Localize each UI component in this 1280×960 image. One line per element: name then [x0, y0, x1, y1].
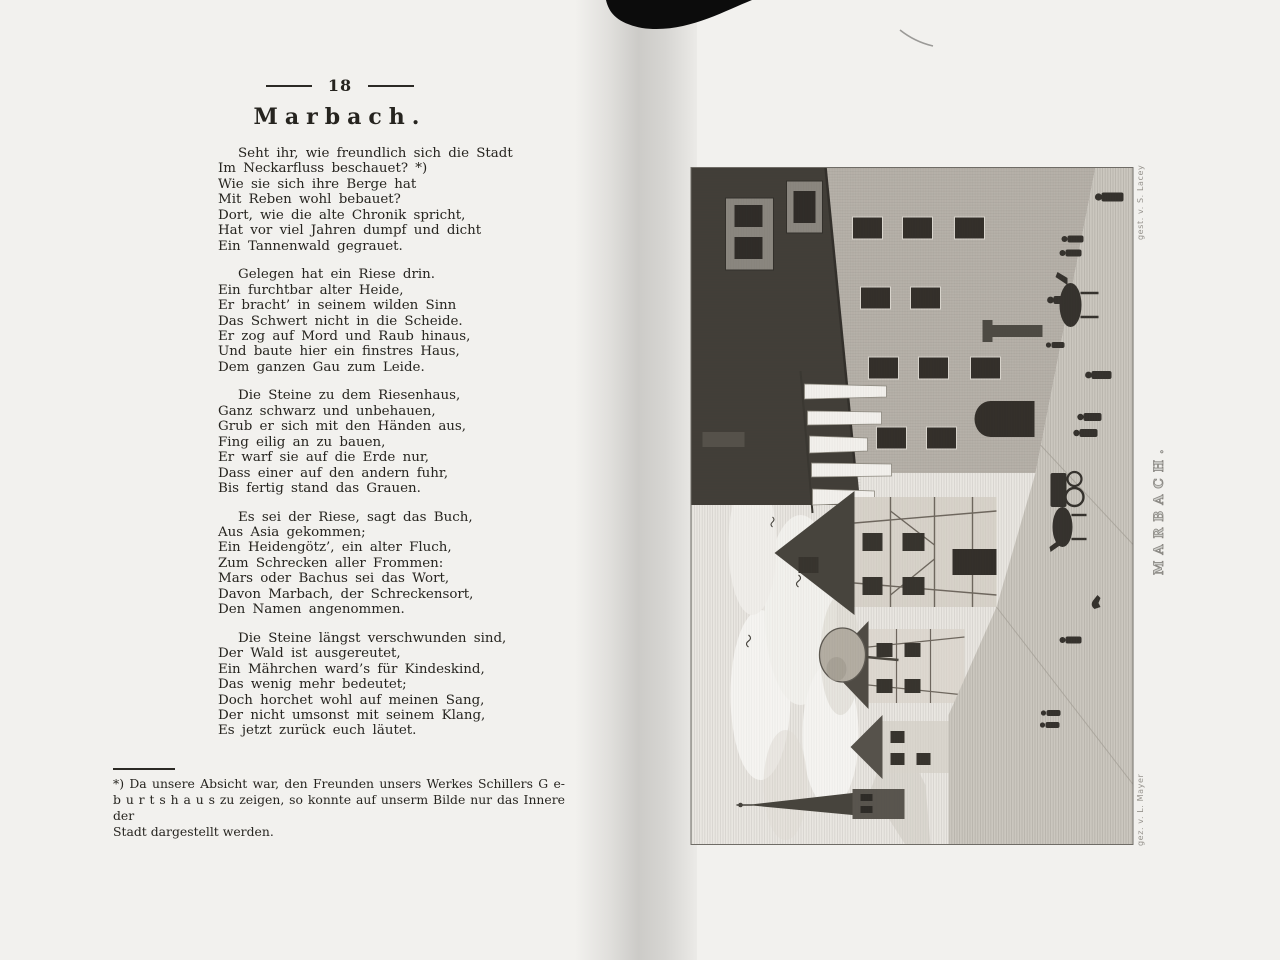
poem-line: Die Steine zu dem Riesenhaus,: [238, 388, 461, 404]
page-number: 18: [327, 76, 353, 95]
stanza: [218, 510, 513, 618]
poem-line: Fing eilig an zu bauen,: [218, 434, 386, 450]
poem-line: Den Namen angenommen.: [218, 602, 405, 618]
poem-title: Marbach.: [253, 104, 427, 130]
poem-line: Er bracht’ in seinem wilden Sinn: [218, 298, 457, 314]
poem-line: Der Wald ist ausgereutet,: [218, 646, 401, 662]
poem-line: Dass einer auf den andern fuhr,: [218, 465, 449, 481]
right-page: [620, 0, 1280, 960]
poem-line: Davon Marbach, der Schreckensort,: [218, 586, 474, 602]
stanza: [218, 388, 513, 496]
poem-line: Das wenig mehr bedeutet;: [218, 677, 407, 693]
artist-credit: gez. v. L. Mayer: [1136, 773, 1145, 846]
poem: [218, 146, 513, 752]
poem-line: Er zog auf Mord und Raub hinaus,: [218, 328, 471, 344]
poem-line: Die Steine längst verschwunden sind,: [238, 630, 507, 646]
poem-line: Ein furchtbar alter Heide,: [218, 282, 404, 298]
poem-line: Mars oder Bachus sei das Wort,: [218, 571, 450, 587]
poem-line: Das Schwert nicht in die Scheide.: [218, 313, 463, 329]
engraving-illustration: [690, 167, 1133, 845]
poem-line: Mit Reben wohl bebauet?: [218, 192, 401, 208]
poem-line: Ein Heidengötz’, ein alter Fluch,: [218, 540, 452, 556]
poem-line: Im Neckarfluss beschauet? *): [218, 161, 428, 177]
poem-line: Gelegen hat ein Riese drin.: [238, 267, 436, 283]
poem-line: Ein Tannenwald gegrauet.: [218, 238, 403, 254]
engraving: [690, 167, 1133, 845]
poem-line: Der nicht umsonst mit seinem Klang,: [218, 707, 486, 723]
page-number-row: [190, 76, 490, 95]
page-number-dash-left: [266, 85, 312, 87]
footnote-line: Stadt dargestellt werden.: [113, 823, 274, 839]
engraver-credit: gest. v. S. Lacey: [1136, 164, 1145, 240]
poem-line: Doch horchet wohl auf meinen Sang,: [218, 692, 485, 708]
stanza: [218, 146, 513, 254]
footnote-line: b u r t s h a u s zu zeigen, so konnte auf unserm Bilde nur das Innere der: [113, 791, 565, 823]
poem-line: Es sei der Riese, sagt das Buch,: [238, 509, 473, 525]
stanza: [218, 267, 513, 375]
engraving-caption: MARBACH.: [1152, 443, 1167, 575]
footnote-separator: [113, 768, 175, 770]
footnote: [113, 776, 565, 840]
poem-line: Wie sie sich ihre Berge hat: [218, 176, 417, 192]
poem-line: Seht ihr, wie freundlich sich die Stadt: [238, 146, 513, 161]
stanza: [218, 631, 513, 739]
left-page: [0, 0, 620, 960]
poem-line: Aus Asia gekommen;: [218, 524, 366, 540]
poem-line: Hat vor viel Jahren dumpf und dicht: [218, 223, 482, 239]
footnote-line: *) Da unsere Absicht war, den Freunden unsers Werkes Schillers G e-: [113, 776, 565, 791]
poem-line: Dem ganzen Gau zum Leide.: [218, 359, 425, 375]
poem-line: Er warf sie auf die Erde nur,: [218, 450, 430, 466]
poem-line: Ein Mährchen ward’s für Kindeskind,: [218, 661, 485, 677]
poem-line: Grub er sich mit den Händen aus,: [218, 419, 467, 435]
poem-line: Dort, wie die alte Chronik spricht,: [218, 207, 466, 223]
poem-line: Bis fertig stand das Grauen.: [218, 481, 421, 497]
page-number-dash-right: [368, 85, 414, 87]
poem-line: Zum Schrecken aller Frommen:: [218, 555, 444, 571]
poem-line: Es jetzt zurück euch läutet.: [218, 723, 417, 739]
poem-line: Und baute hier ein finstres Haus,: [218, 344, 460, 360]
poem-line: Ganz schwarz und unbehauen,: [218, 403, 436, 419]
